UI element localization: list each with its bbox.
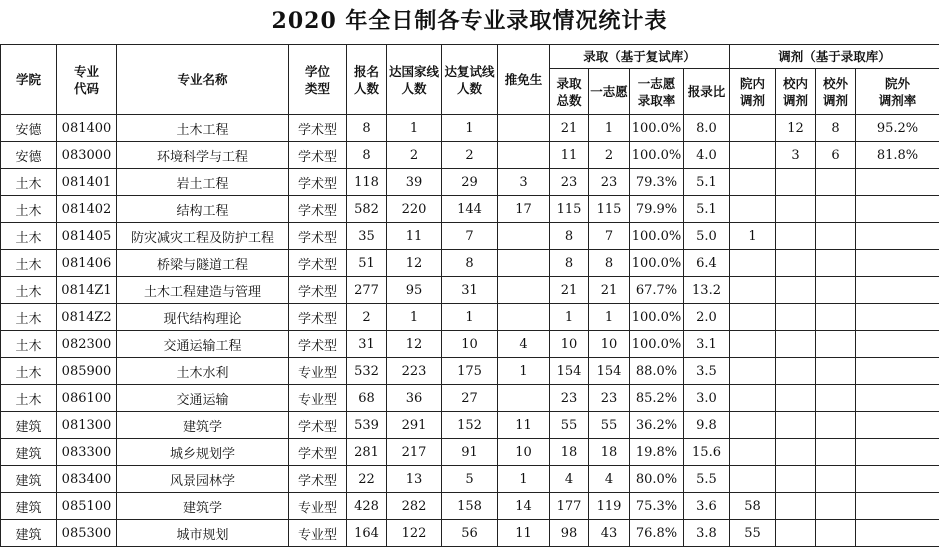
cell-major: 土木工程建造与管理 — [117, 277, 289, 304]
cell-college: 建筑 — [1, 493, 57, 520]
cell-outer — [816, 169, 856, 196]
cell-first-rate: 100.0% — [630, 331, 684, 358]
cell-exempt: 1 — [498, 466, 550, 493]
cell-major: 城乡规划学 — [117, 439, 289, 466]
cell-first-rate: 100.0% — [630, 223, 684, 250]
cell-national: 95 — [387, 277, 442, 304]
cell-major: 城市规划 — [117, 520, 289, 547]
cell-ratio: 5.0 — [684, 223, 730, 250]
cell-inner — [730, 304, 776, 331]
header-outer-adjust: 校外 调剂 — [816, 69, 856, 115]
header-out-adjust-rate: 院外 调剂率 — [856, 69, 939, 115]
header-first-choice: 一志愿 — [589, 69, 630, 115]
cell-adm-total: 10 — [550, 331, 589, 358]
cell-degree: 学术型 — [289, 250, 347, 277]
cell-major: 桥梁与隧道工程 — [117, 250, 289, 277]
cell-national: 39 — [387, 169, 442, 196]
cell-major: 交通运输工程 — [117, 331, 289, 358]
cell-campus — [776, 385, 816, 412]
cell-college: 安德 — [1, 115, 57, 142]
cell-exempt: 11 — [498, 520, 550, 547]
cell-first-rate: 79.3% — [630, 169, 684, 196]
table-row — [1, 412, 939, 439]
cell-outer — [816, 277, 856, 304]
cell-first-rate: 67.7% — [630, 277, 684, 304]
cell-applicants: 582 — [347, 196, 387, 223]
cell-adm-total: 11 — [550, 142, 589, 169]
cell-applicants: 35 — [347, 223, 387, 250]
cell-first: 115 — [589, 196, 630, 223]
cell-ratio: 9.8 — [684, 412, 730, 439]
cell-code: 081405 — [57, 223, 117, 250]
cell-degree: 学术型 — [289, 196, 347, 223]
cell-code: 0814Z2 — [57, 304, 117, 331]
cell-ratio: 3.5 — [684, 358, 730, 385]
cell-degree: 学术型 — [289, 412, 347, 439]
cell-first: 21 — [589, 277, 630, 304]
cell-first: 4 — [589, 466, 630, 493]
cell-first: 119 — [589, 493, 630, 520]
cell-major: 现代结构理论 — [117, 304, 289, 331]
cell-applicants: 22 — [347, 466, 387, 493]
cell-outer — [816, 358, 856, 385]
cell-ratio: 8.0 — [684, 115, 730, 142]
table-row — [1, 520, 939, 547]
cell-national: 220 — [387, 196, 442, 223]
cell-out-rate — [856, 196, 939, 223]
table-row — [1, 358, 939, 385]
cell-inner — [730, 439, 776, 466]
cell-outer: 8 — [816, 115, 856, 142]
cell-code: 083000 — [57, 142, 117, 169]
cell-first-rate: 36.2% — [630, 412, 684, 439]
cell-degree: 学术型 — [289, 331, 347, 358]
cell-campus — [776, 520, 816, 547]
cell-degree: 专业型 — [289, 493, 347, 520]
cell-major: 环境科学与工程 — [117, 142, 289, 169]
cell-retest: 91 — [442, 439, 498, 466]
cell-applicants: 539 — [347, 412, 387, 439]
cell-out-rate — [856, 385, 939, 412]
cell-code: 081300 — [57, 412, 117, 439]
cell-exempt: 17 — [498, 196, 550, 223]
cell-first: 18 — [589, 439, 630, 466]
cell-major: 土木水利 — [117, 358, 289, 385]
cell-exempt: 1 — [498, 358, 550, 385]
cell-outer — [816, 439, 856, 466]
cell-first: 23 — [589, 169, 630, 196]
cell-exempt: 4 — [498, 331, 550, 358]
cell-ratio: 2.0 — [684, 304, 730, 331]
table-row — [1, 250, 939, 277]
cell-exempt: 11 — [498, 412, 550, 439]
cell-outer: 6 — [816, 142, 856, 169]
cell-code: 082300 — [57, 331, 117, 358]
table-row — [1, 277, 939, 304]
cell-major: 建筑学 — [117, 493, 289, 520]
cell-applicants: 8 — [347, 142, 387, 169]
cell-ratio: 4.0 — [684, 142, 730, 169]
cell-retest: 8 — [442, 250, 498, 277]
cell-campus — [776, 250, 816, 277]
cell-out-rate — [856, 304, 939, 331]
cell-first-rate: 76.8% — [630, 520, 684, 547]
cell-adm-total: 98 — [550, 520, 589, 547]
table-row — [1, 196, 939, 223]
cell-inner — [730, 412, 776, 439]
cell-outer — [816, 331, 856, 358]
cell-out-rate — [856, 169, 939, 196]
cell-exempt: 14 — [498, 493, 550, 520]
cell-college: 土木 — [1, 304, 57, 331]
table-body — [1, 115, 939, 547]
header-degree: 学位 类型 — [289, 45, 347, 115]
header-retest-line: 达复试线 人数 — [442, 45, 498, 115]
cell-campus — [776, 277, 816, 304]
cell-degree: 学术型 — [289, 142, 347, 169]
cell-retest: 29 — [442, 169, 498, 196]
cell-campus — [776, 439, 816, 466]
cell-campus — [776, 196, 816, 223]
cell-out-rate — [856, 520, 939, 547]
cell-adm-total: 55 — [550, 412, 589, 439]
cell-national: 1 — [387, 304, 442, 331]
cell-degree: 学术型 — [289, 169, 347, 196]
cell-inner — [730, 250, 776, 277]
cell-campus — [776, 493, 816, 520]
cell-first-rate: 80.0% — [630, 466, 684, 493]
cell-ratio: 13.2 — [684, 277, 730, 304]
cell-major: 土木工程 — [117, 115, 289, 142]
cell-applicants: 118 — [347, 169, 387, 196]
cell-adm-total: 21 — [550, 277, 589, 304]
cell-exempt: 3 — [498, 169, 550, 196]
cell-out-rate — [856, 358, 939, 385]
cell-college: 建筑 — [1, 412, 57, 439]
cell-out-rate — [856, 250, 939, 277]
cell-national: 13 — [387, 466, 442, 493]
cell-code: 085100 — [57, 493, 117, 520]
cell-code: 081400 — [57, 115, 117, 142]
cell-campus: 12 — [776, 115, 816, 142]
cell-code: 081401 — [57, 169, 117, 196]
cell-ratio: 3.1 — [684, 331, 730, 358]
cell-campus — [776, 466, 816, 493]
cell-exempt — [498, 277, 550, 304]
cell-national: 12 — [387, 250, 442, 277]
cell-retest: 27 — [442, 385, 498, 412]
cell-first-rate: 88.0% — [630, 358, 684, 385]
cell-college: 土木 — [1, 358, 57, 385]
cell-outer — [816, 223, 856, 250]
cell-outer — [816, 385, 856, 412]
cell-retest: 56 — [442, 520, 498, 547]
cell-campus — [776, 412, 816, 439]
cell-degree: 学术型 — [289, 439, 347, 466]
cell-college: 土木 — [1, 169, 57, 196]
cell-major: 结构工程 — [117, 196, 289, 223]
cell-inner — [730, 277, 776, 304]
cell-retest: 175 — [442, 358, 498, 385]
cell-inner — [730, 169, 776, 196]
header-adjust-group: 调剂（基于录取库） — [730, 45, 939, 69]
cell-first: 1 — [589, 115, 630, 142]
cell-degree: 学术型 — [289, 277, 347, 304]
cell-retest: 7 — [442, 223, 498, 250]
cell-applicants: 68 — [347, 385, 387, 412]
header-campus-adjust: 校内 调剂 — [776, 69, 816, 115]
cell-inner: 58 — [730, 493, 776, 520]
table-row — [1, 115, 939, 142]
cell-first: 7 — [589, 223, 630, 250]
cell-first: 23 — [589, 385, 630, 412]
page-title: 2020 年全日制各专业录取情况统计表 — [271, 8, 668, 34]
cell-applicants: 8 — [347, 115, 387, 142]
cell-first: 10 — [589, 331, 630, 358]
cell-degree: 学术型 — [289, 304, 347, 331]
cell-code: 083300 — [57, 439, 117, 466]
table-row — [1, 223, 939, 250]
cell-national: 36 — [387, 385, 442, 412]
cell-inner: 1 — [730, 223, 776, 250]
cell-outer — [816, 250, 856, 277]
table-row — [1, 493, 939, 520]
table-row — [1, 331, 939, 358]
cell-inner — [730, 331, 776, 358]
cell-major: 防灾减灾工程及防护工程 — [117, 223, 289, 250]
cell-code: 083400 — [57, 466, 117, 493]
cell-college: 建筑 — [1, 520, 57, 547]
cell-retest: 158 — [442, 493, 498, 520]
cell-major: 岩土工程 — [117, 169, 289, 196]
cell-outer — [816, 304, 856, 331]
cell-first: 8 — [589, 250, 630, 277]
header-inner-adjust: 院内 调剂 — [730, 69, 776, 115]
cell-code: 0814Z1 — [57, 277, 117, 304]
table-row — [1, 385, 939, 412]
cell-inner — [730, 358, 776, 385]
cell-inner — [730, 466, 776, 493]
cell-out-rate — [856, 466, 939, 493]
cell-campus — [776, 223, 816, 250]
cell-campus — [776, 358, 816, 385]
table-row — [1, 169, 939, 196]
cell-first-rate: 100.0% — [630, 250, 684, 277]
cell-first-rate: 85.2% — [630, 385, 684, 412]
cell-applicants: 281 — [347, 439, 387, 466]
cell-retest: 152 — [442, 412, 498, 439]
cell-national: 291 — [387, 412, 442, 439]
cell-first: 2 — [589, 142, 630, 169]
cell-first: 154 — [589, 358, 630, 385]
cell-out-rate — [856, 439, 939, 466]
cell-college: 土木 — [1, 196, 57, 223]
cell-first-rate: 100.0% — [630, 142, 684, 169]
cell-ratio: 15.6 — [684, 439, 730, 466]
cell-retest: 1 — [442, 304, 498, 331]
cell-applicants: 31 — [347, 331, 387, 358]
cell-inner — [730, 196, 776, 223]
cell-exempt — [498, 223, 550, 250]
table-row — [1, 304, 939, 331]
cell-applicants: 164 — [347, 520, 387, 547]
cell-adm-total: 8 — [550, 223, 589, 250]
cell-adm-total: 8 — [550, 250, 589, 277]
cell-applicants: 51 — [347, 250, 387, 277]
header-applicants: 报名 人数 — [347, 45, 387, 115]
cell-national: 2 — [387, 142, 442, 169]
cell-national: 122 — [387, 520, 442, 547]
cell-college: 土木 — [1, 385, 57, 412]
cell-degree: 学术型 — [289, 115, 347, 142]
header-ratio: 报录比 — [684, 69, 730, 115]
cell-code: 085900 — [57, 358, 117, 385]
cell-college: 土木 — [1, 331, 57, 358]
cell-ratio: 3.0 — [684, 385, 730, 412]
cell-college: 建筑 — [1, 466, 57, 493]
cell-college: 安德 — [1, 142, 57, 169]
cell-national: 217 — [387, 439, 442, 466]
cell-inner — [730, 385, 776, 412]
cell-out-rate — [856, 223, 939, 250]
header-national-line: 达国家线 人数 — [387, 45, 442, 115]
cell-first-rate: 100.0% — [630, 115, 684, 142]
cell-first-rate: 19.8% — [630, 439, 684, 466]
cell-adm-total: 4 — [550, 466, 589, 493]
header-admission-group: 录取（基于复试库） — [550, 45, 730, 69]
cell-inner — [730, 142, 776, 169]
cell-first: 43 — [589, 520, 630, 547]
cell-first-rate: 79.9% — [630, 196, 684, 223]
cell-adm-total: 177 — [550, 493, 589, 520]
cell-first: 55 — [589, 412, 630, 439]
cell-code: 085300 — [57, 520, 117, 547]
cell-applicants: 428 — [347, 493, 387, 520]
cell-exempt — [498, 142, 550, 169]
cell-national: 282 — [387, 493, 442, 520]
header-exempt: 推免生 — [498, 45, 550, 115]
cell-code: 081406 — [57, 250, 117, 277]
cell-major: 风景园林学 — [117, 466, 289, 493]
cell-retest: 31 — [442, 277, 498, 304]
cell-degree: 专业型 — [289, 358, 347, 385]
cell-out-rate — [856, 277, 939, 304]
cell-out-rate — [856, 412, 939, 439]
cell-ratio: 3.6 — [684, 493, 730, 520]
cell-applicants: 532 — [347, 358, 387, 385]
cell-retest: 144 — [442, 196, 498, 223]
header-college: 学院 — [1, 45, 57, 115]
header-code: 专业 代码 — [57, 45, 117, 115]
table-row — [1, 466, 939, 493]
table-row — [1, 142, 939, 169]
cell-degree: 学术型 — [289, 466, 347, 493]
cell-campus — [776, 169, 816, 196]
cell-code: 086100 — [57, 385, 117, 412]
cell-campus — [776, 331, 816, 358]
cell-college: 土木 — [1, 250, 57, 277]
cell-retest: 2 — [442, 142, 498, 169]
cell-national: 12 — [387, 331, 442, 358]
table-row — [1, 439, 939, 466]
cell-adm-total: 1 — [550, 304, 589, 331]
cell-ratio: 5.1 — [684, 169, 730, 196]
cell-outer — [816, 196, 856, 223]
cell-campus — [776, 304, 816, 331]
cell-adm-total: 21 — [550, 115, 589, 142]
cell-adm-total: 154 — [550, 358, 589, 385]
cell-exempt — [498, 385, 550, 412]
cell-national: 223 — [387, 358, 442, 385]
cell-college: 土木 — [1, 277, 57, 304]
cell-applicants: 2 — [347, 304, 387, 331]
cell-outer — [816, 520, 856, 547]
cell-adm-total: 23 — [550, 169, 589, 196]
cell-applicants: 277 — [347, 277, 387, 304]
cell-college: 建筑 — [1, 439, 57, 466]
cell-retest: 10 — [442, 331, 498, 358]
cell-major: 建筑学 — [117, 412, 289, 439]
cell-degree: 专业型 — [289, 520, 347, 547]
cell-national: 11 — [387, 223, 442, 250]
cell-out-rate — [856, 493, 939, 520]
cell-adm-total: 115 — [550, 196, 589, 223]
cell-campus: 3 — [776, 142, 816, 169]
cell-out-rate: 81.8% — [856, 142, 939, 169]
cell-ratio: 6.4 — [684, 250, 730, 277]
cell-adm-total: 18 — [550, 439, 589, 466]
cell-first: 1 — [589, 304, 630, 331]
cell-outer — [816, 466, 856, 493]
cell-adm-total: 23 — [550, 385, 589, 412]
cell-degree: 专业型 — [289, 385, 347, 412]
admission-table — [0, 44, 939, 547]
cell-out-rate — [856, 331, 939, 358]
cell-outer — [816, 493, 856, 520]
cell-college: 土木 — [1, 223, 57, 250]
cell-retest: 5 — [442, 466, 498, 493]
cell-first-rate: 75.3% — [630, 493, 684, 520]
cell-exempt — [498, 115, 550, 142]
cell-ratio: 3.8 — [684, 520, 730, 547]
cell-out-rate: 95.2% — [856, 115, 939, 142]
header-major: 专业名称 — [117, 45, 289, 115]
cell-code: 081402 — [57, 196, 117, 223]
cell-inner: 55 — [730, 520, 776, 547]
cell-outer — [816, 412, 856, 439]
cell-ratio: 5.5 — [684, 466, 730, 493]
header-first-choice-rate: 一志愿 录取率 — [630, 69, 684, 115]
cell-exempt — [498, 304, 550, 331]
cell-exempt: 10 — [498, 439, 550, 466]
header-admission-total: 录取 总数 — [550, 69, 589, 115]
cell-retest: 1 — [442, 115, 498, 142]
cell-major: 交通运输 — [117, 385, 289, 412]
cell-first-rate: 100.0% — [630, 304, 684, 331]
cell-ratio: 5.1 — [684, 196, 730, 223]
cell-degree: 学术型 — [289, 223, 347, 250]
cell-inner — [730, 115, 776, 142]
cell-national: 1 — [387, 115, 442, 142]
cell-exempt — [498, 250, 550, 277]
